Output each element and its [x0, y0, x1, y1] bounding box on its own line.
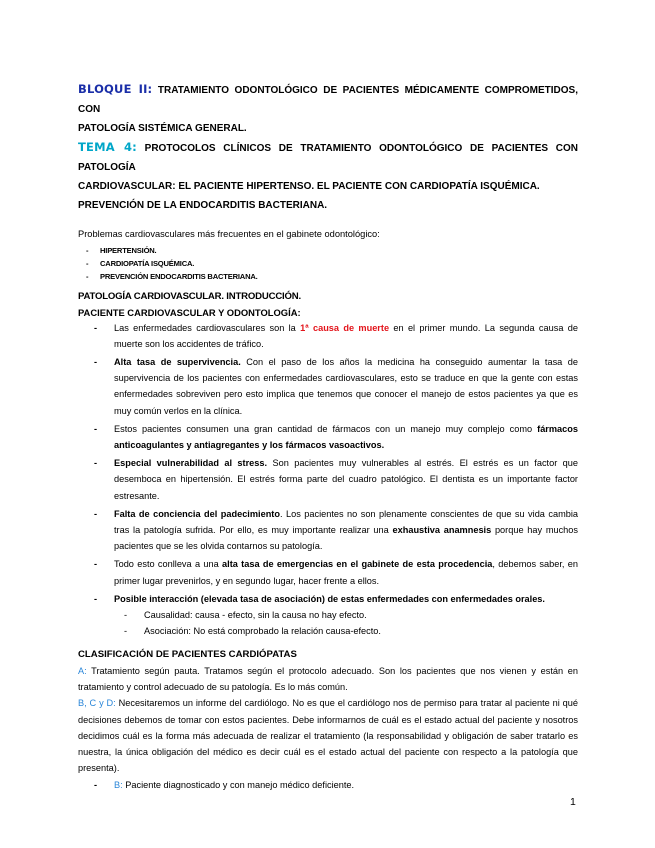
- highlight-red-text: 1ª causa de muerte: [300, 322, 390, 333]
- classification-b-bullet: - B: Paciente diagnosticado y con manejo médico deficiente.: [78, 777, 578, 793]
- bloque-title-line-2: PATOLOGÍA SISTÉMICA GENERAL.: [78, 123, 247, 134]
- bullet-leading-cause: - Las enfermedades cardiovasculares son la 1ª causa de muerte en el primer mundo. La segunda causa de muerte son los accidentes de tráfico.: [78, 320, 578, 352]
- sub-bullet-list: [114, 607, 578, 639]
- list-item: - CARDIOPATÍA ISQUÉMICA.: [78, 257, 578, 270]
- page-content: [78, 80, 578, 794]
- class-label-a: A:: [78, 665, 87, 676]
- subsection-title: PACIENTE CARDIOVASCULAR Y ODONTOLOGÍA:: [78, 306, 301, 318]
- bullet-drugs: - Estos pacientes consumen una gran cantidad de fármacos con un manejo muy complejo como fármacos anticoagulantes y antiagregantes y los fármacos vasoactivos.: [78, 421, 578, 453]
- classification-a: A: Tratamiento según pauta. Tratamos según el protocolo adecuado. Son los pacientes que nos vienen y están en tratamiento y control adecuado de su patología. Es lo más común.: [78, 665, 578, 693]
- class-label-bcd: B, C y D:: [78, 698, 116, 709]
- bloque-tag: BLOQUE II:: [78, 82, 153, 96]
- bullet-stress: - Especial vulnerabilidad al stress. Son pacientes muy vulnerables al estrés. El estrés es un factor que desemboca en hipertensión. El estrés forma parte del cuadro patológico. El dentista es un importante factor estresante.: [78, 455, 578, 504]
- list-item: - PREVENCIÓN ENDOCARDITIS BACTERIANA.: [78, 270, 578, 283]
- tema-heading: [78, 138, 578, 215]
- bullet-interaction: - Posible interacción (elevada tasa de asociación) de estas enfermedades con enfermedades orales. - Causalidad: causa - efecto, sin la causa no hay efecto. - Asociación: No está comprobado la relación causa-efecto.: [78, 591, 578, 639]
- bloque-title-line-1: TRATAMIENTO ODONTOLÓGICO DE PACIENTES MÉDICAMENTE COMPROMETIDOS, CON: [78, 85, 578, 115]
- list-item: - Causalidad: causa - efecto, sin la causa no hay efecto.: [114, 607, 578, 623]
- list-item: - HIPERTENSIÓN.: [78, 244, 578, 257]
- classification-title: CLASIFICACIÓN DE PACIENTES CARDIÓPATAS: [78, 648, 297, 660]
- intro-text: Problemas cardiovasculares más frecuentes en el gabinete odontológico:: [78, 229, 380, 239]
- intro-list: [78, 244, 578, 283]
- tema-title-line-3: PREVENCIÓN DE LA ENDOCARDITIS BACTERIANA.: [78, 200, 328, 211]
- bullet-survival-rate: - Alta tasa de supervivencia. Con el paso de los años la medicina ha conseguido aumentar la tasa de supervivencia de los pacientes con enfermedades cardiovasculares, esto se traduce en que la gente con estas enfermedades sobreviven pero esto implica que tenemos que conocer el manejo de estos pacientes ya que es muy común verlos en la clínica.: [78, 354, 578, 419]
- bloque-heading: [78, 80, 578, 138]
- bullet-awareness: - Falta de conciencia del padecimiento. Los pacientes no son plenamente conscientes de que su vida cambia tras la patología sufrida. Por ello, es muy importante realizar una exhaustiva anamnesis porque hay muchos pacientes que se les olvida contarnos su patología.: [78, 506, 578, 555]
- tema-tag: TEMA 4:: [78, 140, 137, 154]
- list-item: - Asociación: No está comprobado la relación causa-efecto.: [114, 623, 578, 639]
- bullet-list: [78, 320, 578, 639]
- tema-title-line-1: PROTOCOLOS CLÍNICOS DE TRATAMIENTO ODONTOLÓGICO DE PACIENTES CON PATOLOGÍA: [78, 143, 578, 173]
- class-label-b: B:: [114, 780, 123, 791]
- tema-title-line-2: CARDIOVASCULAR: EL PACIENTE HIPERTENSO. EL PACIENTE CON CARDIOPATÍA ISQUÉMICA.: [78, 181, 540, 192]
- page-number: 1: [570, 796, 576, 808]
- section-title: PATOLOGÍA CARDIOVASCULAR. INTRODUCCIÓN.: [78, 290, 301, 302]
- classification-bcd: B, C y D: Necesitaremos un informe del cardiólogo. No es que el cardiólogo nos de permiso para tratar al paciente ni qué decisiones debemos de tomar con estos pacientes. Debe informarnos de cuál es el estado actual del paciente y nosotros decidimos cuál es la forma más adecuada de realizar el tratamiento (la responsabilidad y obligación de saber tratarlo es nuestra, la única obligación del médico es decir cuál es el estado actual del paciente con respecto a la patología que presenta).: [78, 698, 578, 774]
- bullet-emergencies: - Todo esto conlleva a una alta tasa de emergencias en el gabinete de esta procedencia, debemos saber, en primer lugar prevenirlos, y en segundo lugar, hacer frente a ellos.: [78, 556, 578, 588]
